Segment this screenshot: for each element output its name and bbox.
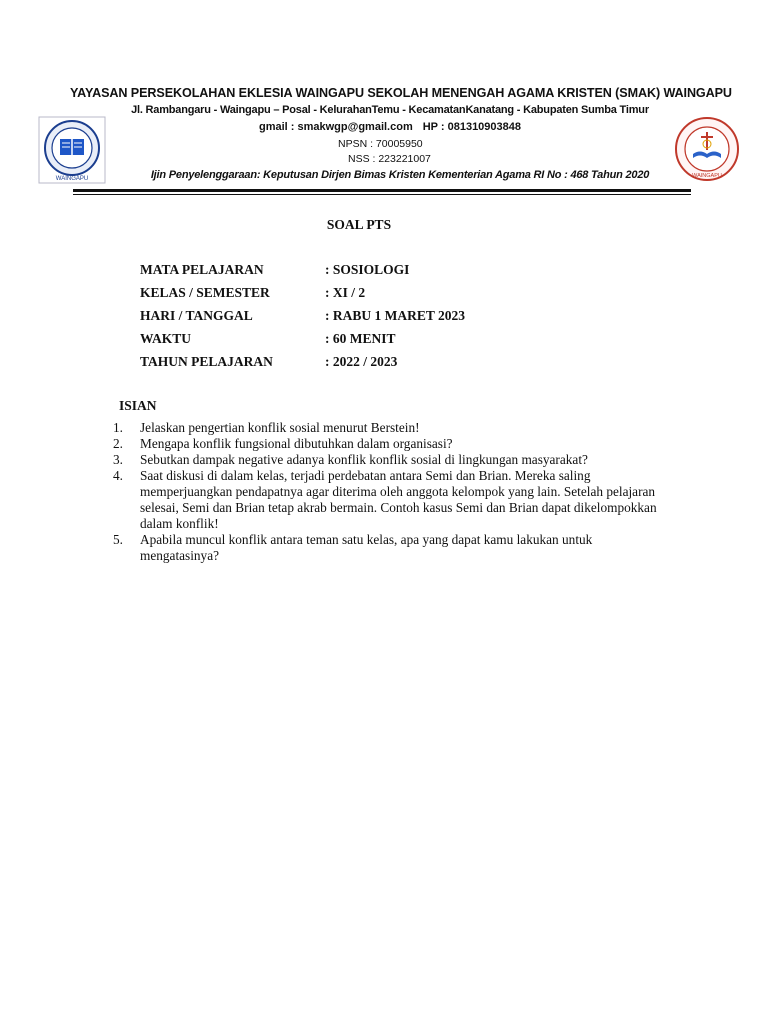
- question-number: 5.: [113, 532, 123, 547]
- info-label: MATA PELAJARAN: [140, 262, 264, 277]
- info-value: : XI / 2: [325, 285, 366, 300]
- header-divider-thick: [73, 189, 691, 192]
- info-label: KELAS / SEMESTER: [140, 285, 270, 300]
- question-text: Mengapa konflik fungsional dibutuhkan dalam organisasi?: [140, 436, 453, 451]
- info-row-subject: [140, 262, 540, 282]
- letterhead-foundation: YAYASAN PERSEKOLAHAN EKLESIA WAINGAPU SEKOLAH MENENGAH AGAMA KRISTEN (SMAK) WAINGAPU: [70, 86, 732, 100]
- letterhead-phone: HP : 081310903848: [422, 121, 522, 133]
- info-value: : 60 MENIT: [325, 331, 396, 346]
- question-list: [113, 420, 668, 564]
- header-divider-thin: [73, 194, 691, 195]
- school-logo-left: [38, 116, 106, 184]
- question-item: [113, 436, 668, 452]
- info-row-time: [140, 331, 540, 351]
- info-value: : SOSIOLOGI: [325, 262, 410, 277]
- info-value: : RABU 1 MARET 2023: [325, 308, 466, 323]
- question-text: Saat diskusi di dalam kelas, terjadi perdebatan antara Semi dan Brian. Mereka saling memperjuangkan pendapatnya agar diterima oleh anggota kelompok yang lain. Setelah pelajaran selesai, Semi dan Brian tetap akrab bermain. Contoh kasus Semi dan Brian dapat dikelompokkan dalam konflik!: [140, 468, 657, 531]
- info-value: : 2022 / 2023: [325, 354, 398, 369]
- letterhead-email: gmail : smakwgp@gmail.com: [258, 121, 413, 133]
- question-number: 4.: [113, 468, 123, 483]
- question-item: [113, 532, 668, 564]
- letterhead-license: Ijin Penyelenggaraan: Keputusan Dirjen Bimas Kristen Kementerian Agama RI No : 468 Tahun 2020: [150, 169, 650, 181]
- info-row-class: [140, 285, 540, 305]
- info-row-date: [140, 308, 540, 328]
- svg-text:WAINGAPU: WAINGAPU: [692, 173, 722, 179]
- letterhead-contact: [110, 121, 670, 133]
- info-row-year: [140, 354, 540, 374]
- question-text: Apabila muncul konflik antara teman satu kelas, apa yang dapat kamu lakukan untuk mengatasinya?: [140, 532, 593, 563]
- question-text: Jelaskan pengertian konflik sosial menurut Berstein!: [140, 420, 420, 435]
- section-heading: ISIAN: [119, 398, 157, 413]
- question-number: 3.: [113, 452, 123, 467]
- info-label: WAKTU: [140, 331, 192, 346]
- question-number: 2.: [113, 436, 123, 451]
- question-item: [113, 452, 668, 468]
- question-number: 1.: [113, 420, 123, 435]
- question-item: [113, 468, 668, 532]
- question-item: [113, 420, 668, 436]
- question-text: Sebutkan dampak negative adanya konflik konflik sosial di lingkungan masyarakat?: [140, 452, 588, 467]
- document-title: SOAL PTS: [326, 217, 392, 232]
- info-label: HARI / TANGGAL: [140, 308, 253, 323]
- letterhead-nss: NSS : 223221007: [348, 153, 431, 165]
- letterhead-address: Jl. Rambangaru - Waingapu – Posal - KelurahanTemu - KecamatanKanatang - Kabupaten Sumba Timur: [131, 104, 649, 116]
- svg-text:WAINGAPU: WAINGAPU: [55, 176, 89, 182]
- info-label: TAHUN PELAJARAN: [140, 354, 273, 369]
- letterhead-npsn: NPSN : 70005950: [338, 138, 423, 150]
